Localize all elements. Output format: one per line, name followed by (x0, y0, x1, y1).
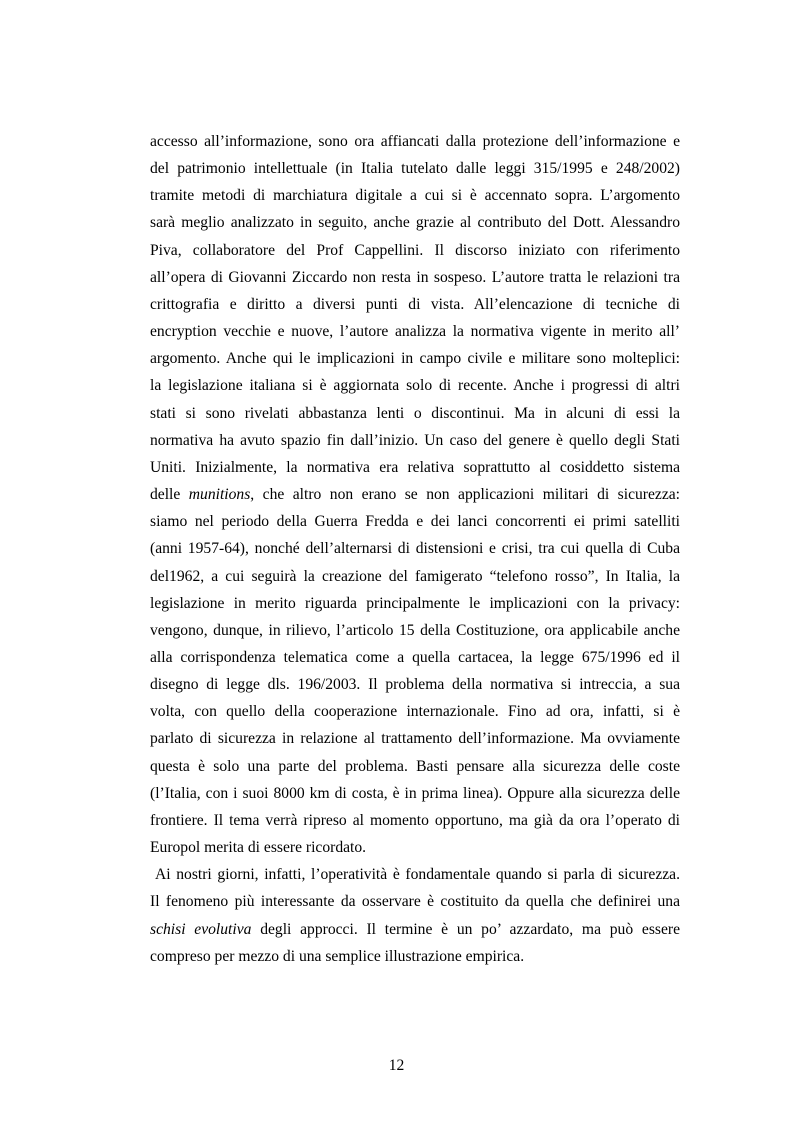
text-line: encryption vecchie e nuove, l’autore analizza la normativa vigente in merito all’ (150, 323, 680, 341)
text-line: tramite metodi di marchiatura digitale a cui si è accennato sopra. L’argomento (150, 187, 680, 205)
text-line: Uniti. Inizialmente, la normativa era relativa soprattutto al cosiddetto sistema (150, 458, 680, 476)
text-line: parlato di sicurezza in relazione al trattamento dell’informazione. Ma ovviamente (150, 730, 680, 748)
text-line: la legislazione italiana si è aggiornata solo di recente. Anche i progressi di altri (150, 377, 680, 395)
text-run: , che altro non erano se non applicazioni militari di sicurezza: (250, 486, 681, 504)
text-line: vengono, dunque, in rilievo, l’articolo 15 della Costituzione, ora applicabile anche (150, 621, 680, 639)
text-line: disegno di legge dls. 196/2003. Il problema della normativa si intreccia, a sua (150, 676, 680, 694)
text-line: questa è solo una parte del problema. Basti pensare alla sicurezza delle coste (150, 757, 680, 775)
text-line: normativa ha avuto spazio fin dall’inizio. Un caso del genere è quello degli Stati (150, 431, 680, 449)
text-line: all’opera di Giovanni Ziccardo non resta in sospeso. L’autore tratta le relazioni tra (150, 268, 680, 286)
page-number: 12 (388, 1057, 405, 1074)
text-line: legislazione in merito riguarda principalmente le implicazioni con la privacy: (150, 594, 680, 612)
text-line: alla corrispondenza telematica come a quella cartacea, la legge 675/1996 ed il (150, 648, 680, 666)
text-line: (anni 1957-64), nonché dell’alternarsi di distensioni e crisi, tra cui quella di Cuba (150, 540, 680, 558)
text-line: stati si sono rivelati abbastanza lenti o discontinui. Ma in alcuni di essi la (150, 404, 680, 422)
text-line: frontiere. Il tema verrà ripreso al momento opportuno, ma già da ora l’operato di (150, 811, 680, 829)
text-line (150, 916, 680, 943)
text-line: del1962, a cui seguirà la creazione del famigerato “telefono rosso”, In Italia, la (150, 567, 680, 585)
body-text (150, 128, 680, 970)
text-run: delle (150, 486, 189, 504)
text-line: siamo nel periodo della Guerra Fredda e dei lanci concorrenti ei primi satelliti (150, 513, 680, 531)
paragraph (150, 861, 680, 970)
text-line: crittografia e diritto a diversi punti di vista. All’elencazione di tecniche di (150, 295, 680, 313)
text-line: compreso per mezzo di una semplice illustrazione empirica. (150, 947, 525, 965)
text-line: sarà meglio analizzato in seguito, anche grazie al contributo del Dott. Alessandro (150, 214, 680, 232)
text-line: Europol merita di essere ricordato. (150, 839, 367, 857)
italic-term: munitions (188, 486, 251, 504)
text-line: Il fenomeno più interessante da osservare è costituito da quella che definirei una (150, 893, 680, 911)
text-line: (l’Italia, con i suoi 8000 km di costa, è in prima linea). Oppure alla sicurezza delle (150, 784, 680, 802)
text-line (150, 481, 680, 508)
text-line: argomento. Anche qui le implicazioni in campo civile e militare sono molteplici: (150, 350, 680, 368)
italic-term: schisi evolutiva (150, 920, 252, 938)
paragraph (150, 128, 680, 861)
text-line: Ai nostri giorni, infatti, l’operatività è fondamentale quando si parla di sicurezza. (155, 866, 680, 884)
text-line: accesso all’informazione, sono ora affiancati dalla protezione dell’informazione e (150, 133, 680, 150)
text-run: degli approcci. Il termine è un po’ azzardato, ma può essere (251, 920, 680, 938)
text-line: Piva, collaboratore del Prof Cappellini. Il discorso iniziato con riferimento (150, 241, 680, 259)
text-line: volta, con quello della cooperazione internazionale. Fino ad ora, infatti, si è (150, 703, 680, 721)
text-line: del patrimonio intellettuale (in Italia tutelato dalle leggi 315/1995 e 248/2002) (150, 160, 680, 178)
